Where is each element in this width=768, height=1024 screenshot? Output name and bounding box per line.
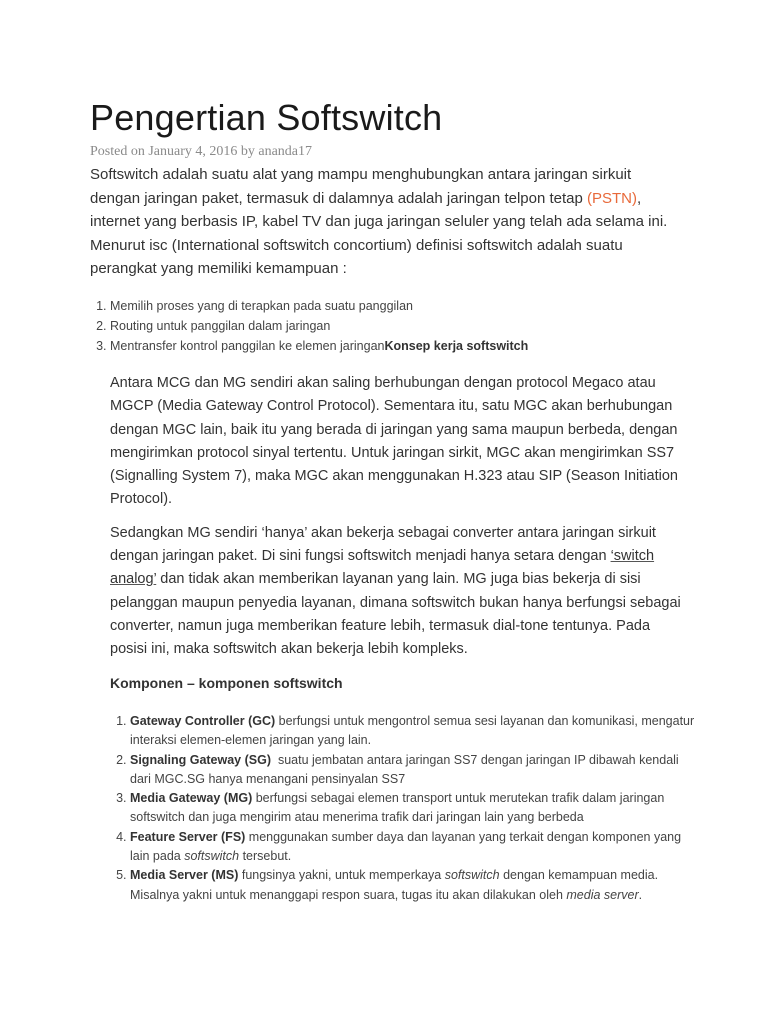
component-desc: menggunakan sumber daya dan layanan yang terkait dengan komponen yang lain pada	[130, 829, 682, 864]
body-text: Sedangkan MG sendiri ‘hanya’ akan bekerja sebagai converter antara jaringan sirkuit dengan jaringan paket. Di sini fungsi softswitch menjadi hanya setara dengan	[110, 524, 656, 565]
intro-text-continued: , internet yang berbasis IP, kabel TV dan juga jaringan seluler yang telah ada selama ini.	[90, 189, 668, 230]
switch-analog-link[interactable]: ‘switch analog’	[110, 548, 655, 588]
component-term: softswitch	[444, 868, 500, 883]
intro-paragraph-1	[90, 163, 680, 234]
list-item	[130, 712, 700, 751]
component-name: Feature Server (FS)	[130, 829, 246, 844]
list-item	[110, 316, 680, 336]
component-name: Signaling Gateway (SG)	[130, 752, 271, 767]
list-item	[130, 751, 700, 790]
component-desc: fungsinya yakni, untuk memperkaya	[238, 868, 445, 883]
list-item-text: Routing untuk panggilan dalam jaringan	[110, 319, 331, 333]
component-name: Media Gateway (MG)	[130, 791, 253, 806]
component-desc: suatu jembatan antara jaringan SS7 dengan jaringan IP dibawah kendali dari MGC.SG hanya menangani pensinyalan SS7	[130, 752, 683, 786]
component-desc: berfungsi untuk mengontrol semua sesi layanan dan komunikasi, mengatur interaksi elemen-elemen jaringan yang lain.	[130, 714, 695, 748]
component-term: media server	[566, 887, 639, 902]
post-title: Pengertian Softswitch	[90, 97, 443, 138]
list-item	[110, 296, 680, 316]
list-item-text: Mentransfer kontrol panggilan ke elemen jaringan	[110, 339, 385, 353]
intro-paragraph-2: Menurut isc (International softswitch concortium) definisi softswitch adalah suatu perangkat yang memiliki kemampuan :	[90, 236, 623, 277]
component-term: softswitch	[184, 849, 240, 864]
component-desc-end: tersebut.	[239, 849, 292, 864]
components-heading: Komponen – komponen softswitch	[110, 675, 343, 691]
list-item-text: Memilih proses yang di terapkan pada suatu panggilan	[110, 299, 413, 313]
component-name: Media Server (MS)	[130, 868, 239, 883]
component-desc-end: .	[638, 887, 643, 902]
body-paragraph-2	[110, 522, 685, 662]
capability-list	[90, 296, 680, 356]
intro	[90, 163, 680, 281]
list-item	[130, 828, 700, 867]
post-meta: Posted on January 4, 2016 by ananda17	[90, 144, 313, 159]
pstn-link[interactable]: (PSTN)	[587, 189, 638, 207]
body-paragraph-1: Antara MCG dan MG sendiri akan saling berhubungan dengan protocol Megaco atau MGCP (Media Gateway Control Protocol). Sementara itu, satu MGC akan berhubungan dengan MGC lain, baik itu yang berada di jaringan yang sama maupun berbeda, dengan mengirimkan protocol sinyal tertentu. Untuk jaringan sirkit, MGC akan mengirimkan SS7 (Signalling System 7), maka MGC akan menggunakan H.323 atau SIP (Season Initiation Protocol).	[110, 375, 678, 508]
component-name: Gateway Controller (GC)	[130, 714, 276, 728]
section-heading-inline: Konsep kerja softswitch	[384, 339, 529, 353]
components-list	[110, 712, 700, 905]
list-item	[110, 336, 680, 356]
intro-text: Softswitch adalah suatu alat yang mampu menghubungkan antara jaringan sirkuit dengan jaringan paket, termasuk di dalamnya adalah jaringan telpon tetap	[90, 166, 632, 207]
component-desc-mid: dengan kemampuan media. Misalnya yakni untuk menanggapi respon suara, tugas itu akan dilakukan oleh	[130, 868, 659, 902]
list-item	[130, 789, 700, 828]
component-desc: berfungsi sebagai elemen transport untuk merutekan trafik dalam jaringan softswitch dan juga mengirim atau menerima trafik dari jaringan lain yang berbeda	[130, 791, 665, 825]
body-section	[110, 372, 685, 672]
body-text-continued: dan tidak akan memberikan layanan yang lain. MG juga bias bekerja di sisi pelanggan maupun penyedia layanan, dimana softswitch bukan hanya berfungsi sebagai converter, namun juga memberikan feature lebih, termasuk dial-tone tentunya. Pada posisi ini, maka softswitch akan bekerja lebih kompleks.	[110, 571, 681, 658]
list-item	[130, 866, 700, 905]
